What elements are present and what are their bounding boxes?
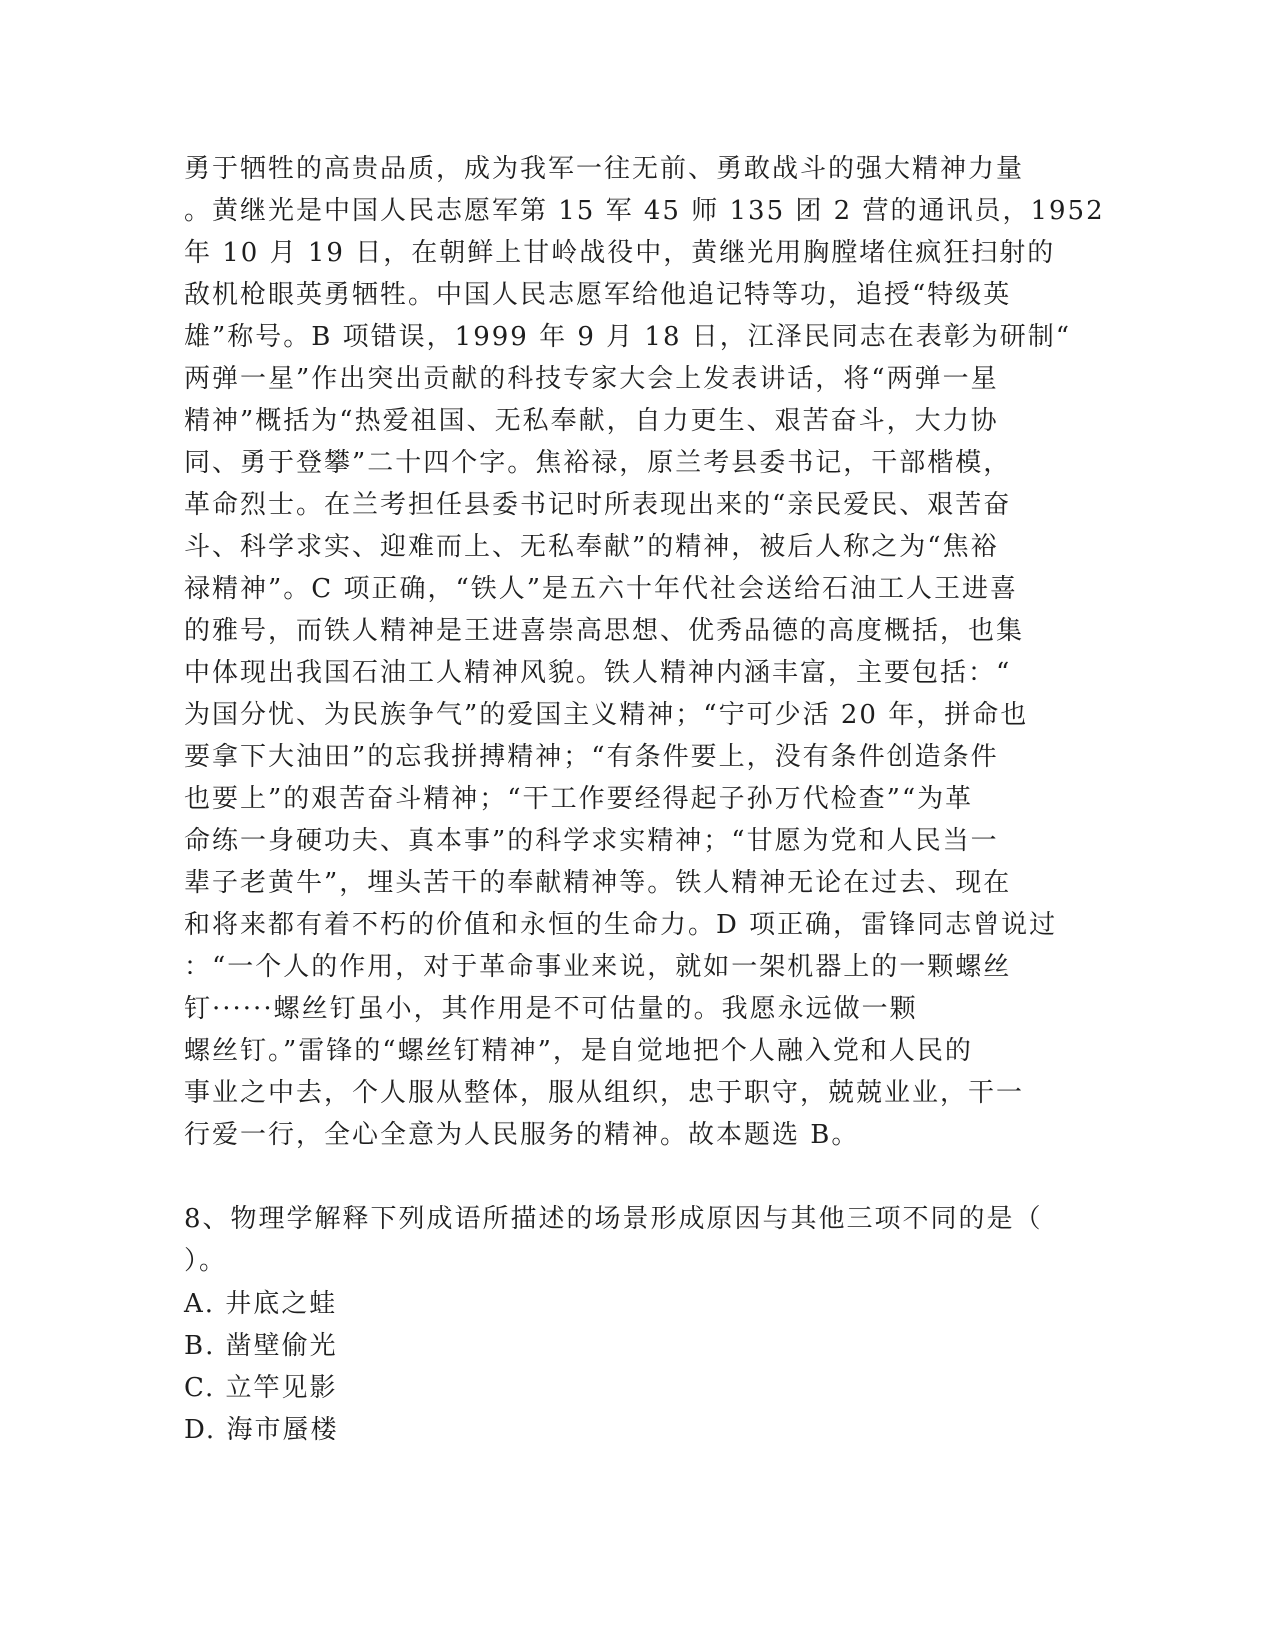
explanation-line: 的雅号，而铁人精神是王进喜崇高思想、优秀品德的高度概括，也集	[184, 616, 1025, 646]
explanation-line: 要拿下大油田”的忘我拼搏精神；“有条件要上，没有条件创造条件	[184, 742, 999, 772]
answer-explanation	[184, 148, 1105, 1156]
explanation-line: 行爱一行，全心全意为人民服务的精神。故本题选 B。	[184, 1120, 860, 1150]
explanation-line: 勇于牺牲的高贵品质，成为我军一往无前、勇敢战斗的强大精神力量	[184, 154, 1025, 184]
explanation-line: 和将来都有着不朽的价值和永恒的生命力。D 项正确，雷锋同志曾说过	[184, 910, 1058, 940]
explanation-line: 辈子老黄牛”，埋头苦干的奉献精神等。铁人精神无论在过去、现在	[184, 868, 1012, 898]
option-b: B. 凿壁偷光	[184, 1331, 338, 1361]
explanation-line: 命练一身硬功夫、真本事”的科学求实精神；“甘愿为党和人民当一	[184, 826, 999, 856]
option-c: C. 立竿见影	[184, 1373, 338, 1403]
explanation-line: ：“一个人的作用，对于革命事业来说，就如一架机器上的一颗螺丝	[184, 952, 1012, 982]
explanation-line: 。黄继光是中国人民志愿军第 15 军 45 师 135 团 2 营的通讯员，1952	[184, 196, 1105, 226]
explanation-line: 事业之中去，个人服从整体，服从组织，忠于职守，兢兢业业，干一	[184, 1078, 1025, 1108]
explanation-line: 为国分忧、为民族争气”的爱国主义精神；“宁可少活 20 年，拼命也	[184, 700, 1029, 730]
explanation-line: 年 10 月 19 日，在朝鲜上甘岭战役中，黄继光用胸膛堵住疯狂扫射的	[184, 238, 1056, 268]
question-stem	[184, 1198, 1084, 1282]
explanation-line: 螺丝钉。”雷锋的“螺丝钉精神”，是自觉地把个人融入党和人民的	[184, 1036, 973, 1066]
option-d: D. 海市蜃楼	[184, 1415, 339, 1445]
explanation-line: 敌机枪眼英勇牺牲。中国人民志愿军给他追记特等功，追授“特级英	[184, 280, 1012, 310]
explanation-line: 革命烈士。在兰考担任县委书记时所表现出来的“亲民爱民、艰苦奋	[184, 490, 1012, 520]
question-line: ）。	[184, 1246, 228, 1276]
explanation-line: 禄精神”。C 项正确，“铁人”是五六十年代社会送给石油工人王进喜	[184, 574, 1019, 604]
explanation-line: 两弹一星”作出突出贡献的科技专家大会上发表讲话，将“两弹一星	[184, 364, 999, 394]
option-a: A. 井底之蛙	[184, 1289, 338, 1319]
explanation-line: 同、勇于登攀”二十四个字。焦裕禄，原兰考县委书记，干部楷模，	[184, 448, 1012, 478]
explanation-line: 斗、科学求实、迎难而上、无私奉献”的精神，被后人称之为“焦裕	[184, 532, 999, 562]
explanation-line: 雄”称号。B 项错误，1999 年 9 月 18 日，江泽民同志在表彰为研制“	[184, 322, 1072, 352]
explanation-line: 中体现出我国石油工人精神风貌。铁人精神内涵丰富，主要包括：“	[184, 658, 1012, 688]
question-line: 8、物理学解释下列成语所描述的场景形成原因与其他三项不同的是（	[184, 1204, 1043, 1234]
explanation-line: 精神”概括为“热爱祖国、无私奉献，自力更生、艰苦奋斗，大力协	[184, 406, 999, 436]
explanation-line: 也要上”的艰苦奋斗精神；“干工作要经得起子孙万代检查”“为革	[184, 784, 974, 814]
explanation-line: 钉······螺丝钉虽小，其作用是不可估量的。我愿永远做一颗	[184, 994, 918, 1024]
answer-options	[184, 1283, 1084, 1451]
